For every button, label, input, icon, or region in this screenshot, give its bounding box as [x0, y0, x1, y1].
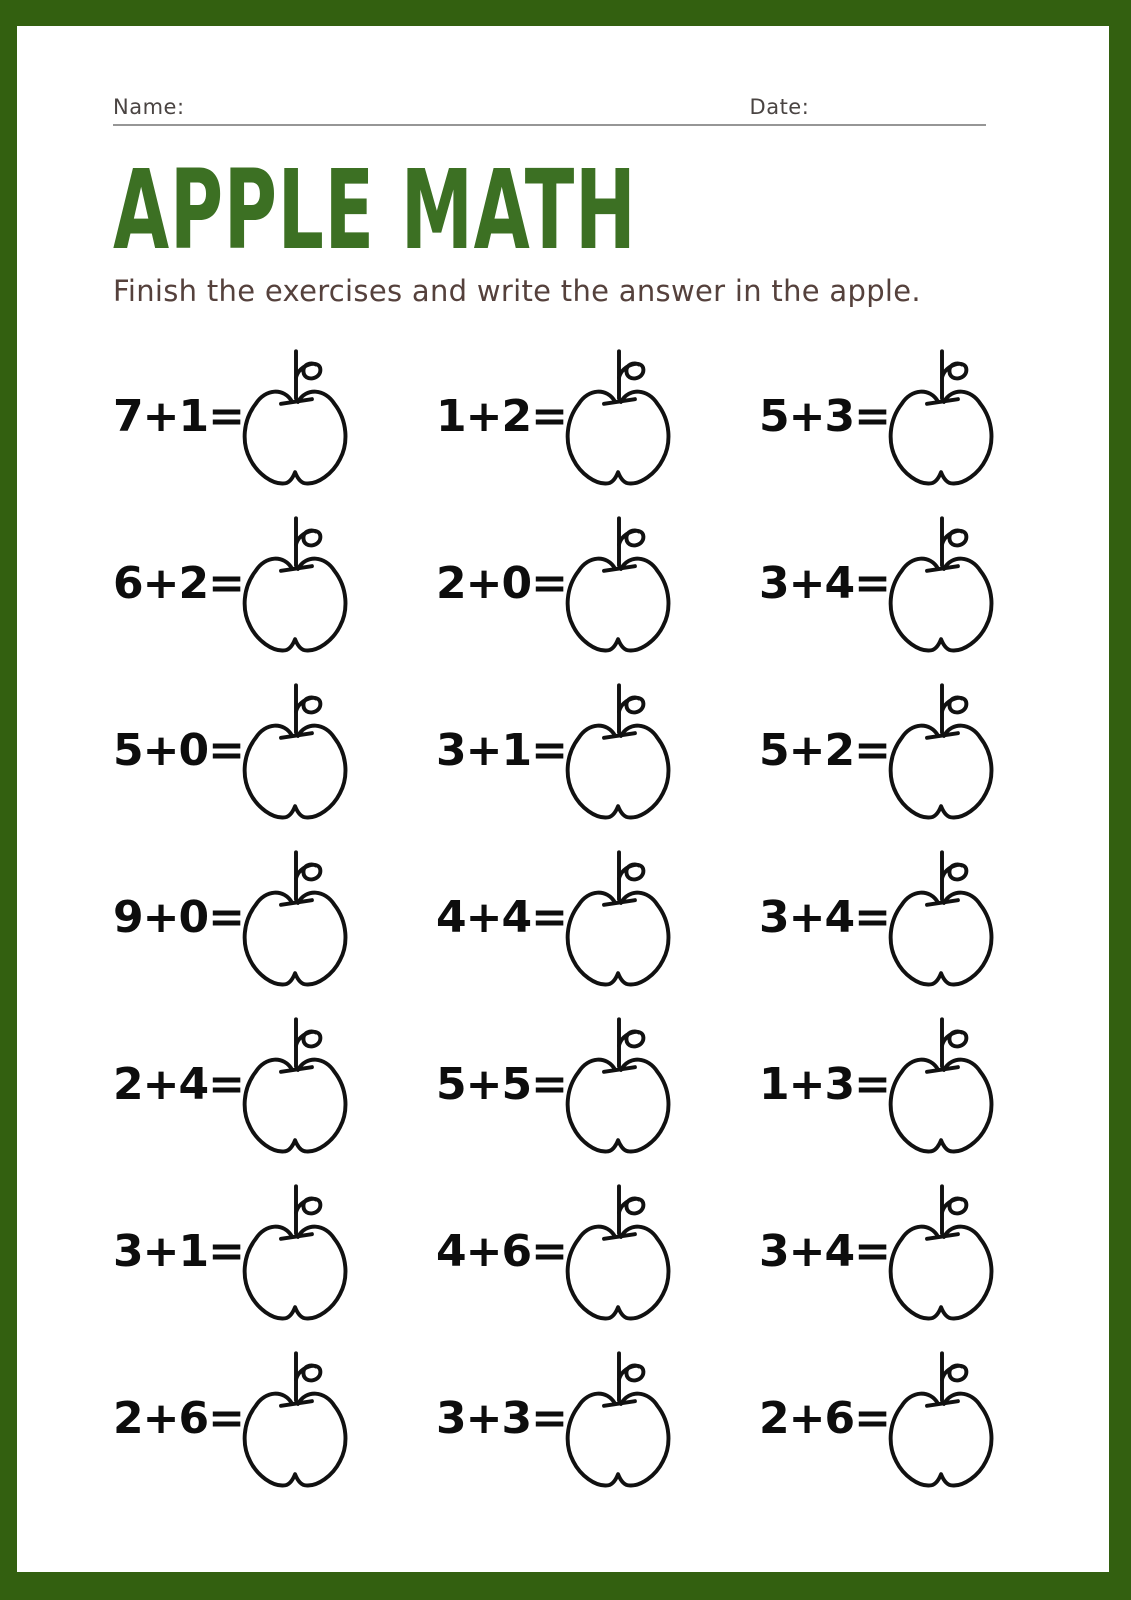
exercise-cell [759, 843, 1003, 991]
exercise-label: 5+5= [436, 1058, 567, 1110]
apple-answer-icon[interactable] [237, 343, 355, 489]
apple-answer-icon[interactable] [237, 510, 355, 656]
exercise-label: 2+0= [436, 557, 567, 609]
exercise-label: 3+1= [113, 1225, 244, 1277]
exercise-label: 5+3= [759, 390, 890, 442]
exercise-label: 3+3= [436, 1392, 567, 1444]
apple-answer-icon[interactable] [560, 343, 678, 489]
exercise-label: 3+4= [759, 557, 890, 609]
exercise-label: 5+0= [113, 724, 244, 776]
exercise-label: 6+2= [113, 557, 244, 609]
exercise-grid [113, 342, 1109, 1492]
apple-answer-icon[interactable] [237, 844, 355, 990]
apple-answer-icon[interactable] [237, 1178, 355, 1324]
exercise-label: 9+0= [113, 891, 244, 943]
name-input-line[interactable] [185, 123, 750, 124]
exercise-cell [759, 1344, 1003, 1492]
exercise-cell [436, 1344, 680, 1492]
exercise-cell [436, 342, 680, 490]
exercise-cell [113, 509, 357, 657]
date-input-line[interactable] [809, 123, 986, 124]
exercise-cell [436, 1177, 680, 1325]
apple-answer-icon[interactable] [883, 343, 1001, 489]
exercise-cell [113, 1010, 357, 1158]
apple-answer-icon[interactable] [883, 1011, 1001, 1157]
exercise-cell [436, 676, 680, 824]
apple-answer-icon[interactable] [560, 1345, 678, 1491]
exercise-cell [436, 509, 680, 657]
exercise-label: 3+4= [759, 891, 890, 943]
page-subtitle: Finish the exercises and write the answer in the apple. [113, 274, 921, 308]
page-title [113, 146, 1109, 274]
exercise-label: 5+2= [759, 724, 890, 776]
exercise-label: 7+1= [113, 390, 244, 442]
exercise-label: 2+6= [113, 1392, 244, 1444]
exercise-label: 4+4= [436, 891, 567, 943]
exercise-cell [436, 843, 680, 991]
apple-answer-icon[interactable] [883, 844, 1001, 990]
exercise-label: 2+4= [113, 1058, 244, 1110]
exercise-cell [759, 1010, 1003, 1158]
exercise-cell [113, 843, 357, 991]
apple-answer-icon[interactable] [560, 510, 678, 656]
apple-answer-icon[interactable] [237, 1345, 355, 1491]
date-label: Date: [749, 95, 810, 119]
apple-answer-icon[interactable] [237, 1011, 355, 1157]
worksheet-page [17, 26, 1109, 1572]
exercise-label: 1+3= [759, 1058, 890, 1110]
apple-answer-icon[interactable] [883, 1345, 1001, 1491]
name-label: Name: [113, 95, 185, 119]
exercise-label: 2+6= [759, 1392, 890, 1444]
exercise-label: 4+6= [436, 1225, 567, 1277]
apple-answer-icon[interactable] [560, 844, 678, 990]
apple-answer-icon[interactable] [560, 1178, 678, 1324]
exercise-cell [113, 342, 357, 490]
apple-answer-icon[interactable] [883, 1178, 1001, 1324]
apple-answer-icon[interactable] [883, 677, 1001, 823]
exercise-cell [113, 1177, 357, 1325]
exercise-label: 3+1= [436, 724, 567, 776]
exercise-cell [759, 1177, 1003, 1325]
page-title-text: APPLE MATH [113, 146, 637, 274]
exercise-cell [436, 1010, 680, 1158]
apple-answer-icon[interactable] [560, 1011, 678, 1157]
exercise-cell [759, 676, 1003, 824]
exercise-label: 3+4= [759, 1225, 890, 1277]
exercise-cell [113, 1344, 357, 1492]
exercise-cell [759, 342, 1003, 490]
name-date-row [113, 96, 986, 126]
apple-answer-icon[interactable] [237, 677, 355, 823]
exercise-label: 1+2= [436, 390, 567, 442]
exercise-cell [113, 676, 357, 824]
apple-answer-icon[interactable] [560, 677, 678, 823]
apple-answer-icon[interactable] [883, 510, 1001, 656]
exercise-cell [759, 509, 1003, 657]
